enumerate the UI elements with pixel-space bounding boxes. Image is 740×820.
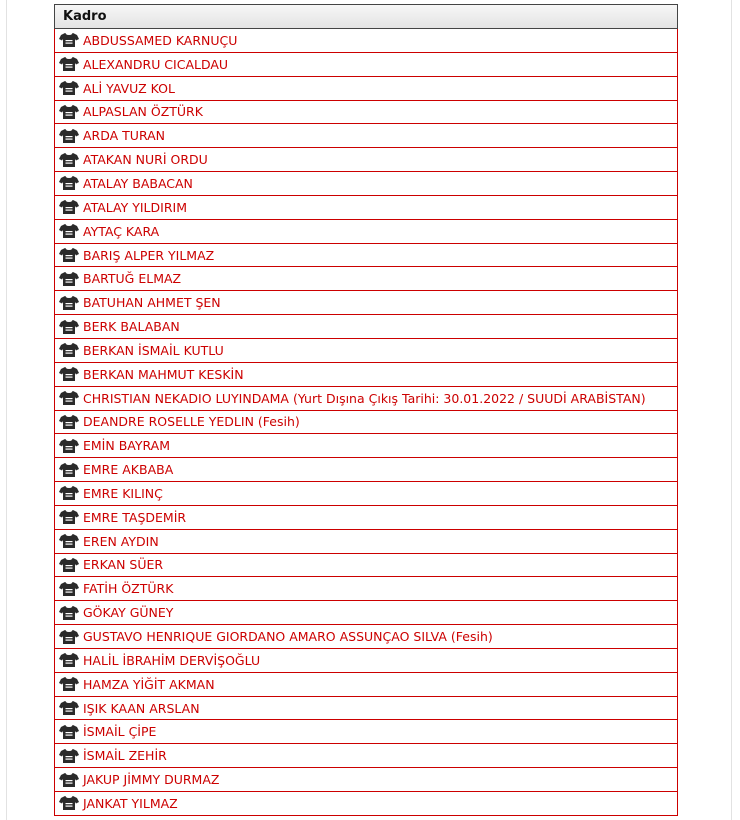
player-row[interactable] [54, 506, 678, 530]
shirt-icon [59, 700, 79, 716]
shirt-icon [59, 772, 79, 788]
player-name-link[interactable]: BARIŞ ALPER YILMAZ [83, 247, 215, 263]
player-name-link[interactable]: ATALAY BABACAN [83, 175, 193, 191]
shirt-icon [59, 199, 79, 215]
player-name-link[interactable]: İSMAİL ZEHİR [83, 748, 167, 764]
player-row[interactable] [54, 244, 678, 268]
player-row[interactable] [54, 530, 678, 554]
shirt-icon [59, 795, 79, 811]
shirt-icon [59, 56, 79, 72]
shirt-icon [59, 581, 79, 597]
shirt-icon [59, 676, 79, 692]
shirt-icon [59, 438, 79, 454]
shirt-icon [59, 724, 79, 740]
player-name-link[interactable]: EMRE AKBABA [83, 462, 174, 478]
player-name-link[interactable]: HALİL İBRAHİM DERVİŞOĞLU [83, 652, 261, 668]
player-name-link[interactable]: ABDUSSAMED KARNUÇU [83, 32, 238, 48]
shirt-icon [59, 557, 79, 573]
player-row[interactable] [54, 124, 678, 148]
player-row[interactable] [54, 291, 678, 315]
player-row[interactable] [54, 29, 678, 53]
shirt-icon [59, 509, 79, 525]
player-row[interactable] [54, 649, 678, 673]
player-name-link[interactable]: BARTUĞ ELMAZ [83, 271, 182, 287]
player-list [54, 29, 678, 816]
player-name-link[interactable]: BERKAN MAHMUT KESKİN [83, 366, 244, 382]
shirt-icon [59, 295, 79, 311]
player-row[interactable] [54, 554, 678, 578]
player-row[interactable] [54, 220, 678, 244]
player-name-link[interactable]: EMİN BAYRAM [83, 438, 170, 454]
shirt-icon [59, 748, 79, 764]
shirt-icon [59, 414, 79, 430]
squad-header: Kadro [54, 4, 678, 29]
player-row[interactable] [54, 53, 678, 77]
shirt-icon [59, 485, 79, 501]
player-row[interactable] [54, 387, 678, 411]
shirt-icon [59, 32, 79, 48]
player-row[interactable] [54, 434, 678, 458]
shirt-icon [59, 366, 79, 382]
player-row[interactable] [54, 482, 678, 506]
player-row[interactable] [54, 697, 678, 721]
player-row[interactable] [54, 339, 678, 363]
shirt-icon [59, 342, 79, 358]
player-name-link[interactable]: EMRE KILINÇ [83, 485, 163, 501]
shirt-icon [59, 319, 79, 335]
shirt-icon [59, 128, 79, 144]
player-name-link[interactable]: GÖKAY GÜNEY [83, 605, 174, 621]
player-row[interactable] [54, 148, 678, 172]
player-row[interactable] [54, 768, 678, 792]
player-row[interactable] [54, 315, 678, 339]
shirt-icon [59, 80, 79, 96]
player-row[interactable] [54, 458, 678, 482]
player-name-link[interactable]: CHRISTIAN NEKADIO LUYINDAMA (Yurt Dışına Çıkış Tarihi: 30.01.2022 / SUUDİ ARABİSTAN) [83, 390, 646, 406]
player-name-link[interactable]: DEANDRE ROSELLE YEDLIN (Fesih) [83, 414, 300, 430]
player-row[interactable] [54, 363, 678, 387]
player-row[interactable] [54, 744, 678, 768]
player-row[interactable] [54, 577, 678, 601]
player-name-link[interactable]: EREN AYDIN [83, 533, 159, 549]
player-row[interactable] [54, 673, 678, 697]
shirt-icon [59, 152, 79, 168]
squad-table [54, 4, 678, 816]
shirt-icon [59, 247, 79, 263]
shirt-icon [59, 605, 79, 621]
player-name-link[interactable]: ARDA TURAN [83, 128, 166, 144]
player-name-link[interactable]: ALEXANDRU CICALDAU [83, 56, 229, 72]
player-row[interactable] [54, 411, 678, 435]
player-name-link[interactable]: İSMAİL ÇİPE [83, 724, 157, 740]
player-name-link[interactable]: BERKAN İSMAİL KUTLU [83, 342, 224, 358]
shirt-icon [59, 104, 79, 120]
shirt-icon [59, 390, 79, 406]
player-row[interactable] [54, 172, 678, 196]
player-name-link[interactable]: GUSTAVO HENRIQUE GIORDANO AMARO ASSUNÇAO SILVA (Fesih) [83, 629, 493, 645]
player-row[interactable] [54, 101, 678, 125]
shirt-icon [59, 175, 79, 191]
player-name-link[interactable]: ATAKAN NURİ ORDU [83, 152, 208, 168]
player-row[interactable] [54, 601, 678, 625]
player-row[interactable] [54, 267, 678, 291]
player-name-link[interactable]: JAKUP JİMMY DURMAZ [83, 772, 220, 788]
shirt-icon [59, 629, 79, 645]
player-name-link[interactable]: FATİH ÖZTÜRK [83, 581, 174, 597]
player-row[interactable] [54, 720, 678, 744]
player-name-link[interactable]: ALPASLAN ÖZTÜRK [83, 104, 203, 120]
player-row[interactable] [54, 196, 678, 220]
player-name-link[interactable]: EMRE TAŞDEMİR [83, 509, 187, 525]
shirt-icon [59, 533, 79, 549]
shirt-icon [59, 223, 79, 239]
shirt-icon [59, 271, 79, 287]
player-row[interactable] [54, 77, 678, 101]
player-name-link[interactable]: ALİ YAVUZ KOL [83, 80, 175, 96]
shirt-icon [59, 652, 79, 668]
shirt-icon [59, 462, 79, 478]
player-name-link[interactable]: AYTAÇ KARA [83, 223, 160, 239]
player-name-link[interactable]: JANKAT YILMAZ [83, 795, 178, 811]
player-name-link[interactable]: ERKAN SÜER [83, 557, 164, 573]
player-name-link[interactable]: HAMZA YİĞİT AKMAN [83, 676, 215, 692]
player-row[interactable] [54, 625, 678, 649]
player-name-link[interactable]: IŞIK KAAN ARSLAN [83, 700, 200, 716]
player-name-link[interactable]: BERK BALABAN [83, 319, 180, 335]
player-row[interactable] [54, 792, 678, 816]
player-name-link[interactable]: BATUHAN AHMET ŞEN [83, 295, 221, 311]
player-name-link[interactable]: ATALAY YILDIRIM [83, 199, 187, 215]
